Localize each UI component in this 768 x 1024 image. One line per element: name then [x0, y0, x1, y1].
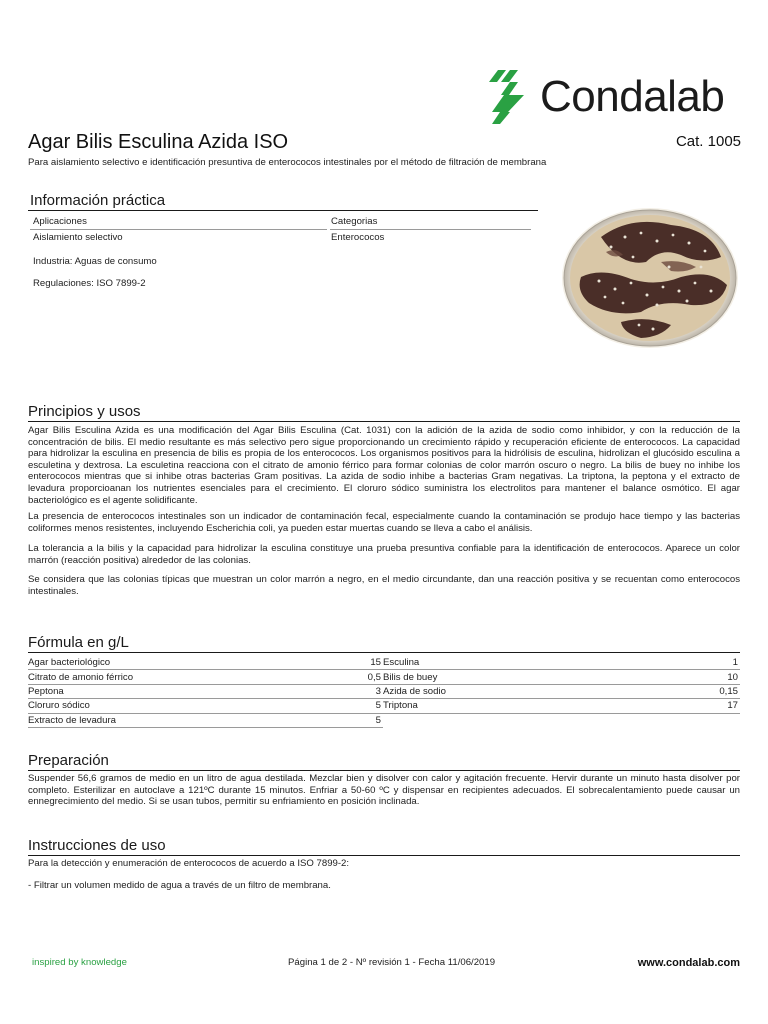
info-col1-header: Aplicaciones [33, 216, 87, 227]
section-rule [28, 770, 740, 771]
info-divider [30, 229, 327, 230]
instructions-line: Para la detección y enumeración de enterococos de acuerdo a ISO 7899-2: [28, 858, 350, 869]
ingredient-value: 17 [654, 699, 740, 713]
formula-table-right [383, 656, 740, 714]
footer-website-link[interactable]: www.condalab.com [637, 957, 740, 969]
table-row [28, 670, 383, 684]
info-col1-value: Aislamiento selectivo [33, 232, 123, 243]
formula-table-left [28, 656, 383, 728]
ingredient-value: 10 [654, 670, 740, 684]
ingredient-name: Triptona [383, 699, 654, 713]
ingredient-value: 3 [338, 684, 383, 698]
table-row [28, 656, 383, 670]
condalab-mark-icon [488, 68, 528, 126]
footer-tagline: inspired by knowledge [32, 957, 127, 968]
ingredient-name: Esculina [383, 656, 654, 670]
section-title-instructions: Instrucciones de uso [28, 837, 166, 854]
table-row [383, 684, 740, 698]
petri-dish-illustration [561, 207, 739, 349]
info-divider [330, 229, 531, 230]
brand-logo [488, 68, 724, 126]
ingredient-value: 5 [338, 699, 383, 713]
table-row [383, 670, 740, 684]
section-title-info: Información práctica [30, 192, 166, 209]
page-subtitle: Para aislamiento selectivo e identificación presuntiva de enterococos intestinales por el método de filtración de membrana [28, 157, 547, 168]
info-regulations: Regulaciones: ISO 7899-2 [33, 278, 146, 289]
table-row [28, 713, 383, 727]
section-rule [28, 210, 538, 211]
section-rule [28, 652, 740, 653]
ingredient-value: 0,15 [654, 684, 740, 698]
ingredient-value: 1 [654, 656, 740, 670]
ingredient-value: 5 [338, 713, 383, 727]
ingredient-name: Cloruro sódico [28, 699, 338, 713]
brand-name: Condalab [540, 72, 725, 121]
ingredient-name: Azida de sodio [383, 684, 654, 698]
principles-paragraph: Se considera que las colonias típicas que muestran un color marrón a negro, en el medio circundante, dan una reacción positiva y se recuentan como enterococos intestinales. [28, 574, 740, 597]
info-col2-value: Enterococos [331, 232, 385, 243]
ingredient-value: 15 [338, 656, 383, 670]
table-row [383, 656, 740, 670]
section-rule [28, 855, 740, 856]
table-row [28, 684, 383, 698]
principles-paragraph: Agar Bilis Esculina Azida es una modificación del Agar Bilis Esculina (Cat. 1031) con la adición de la azida de sodio como inhibidor, y con la reducción de la concentración de bilis. El medio resultante es más selectivo pero sigue proporcionando un crecimiento rápido y recuperación eficiente de enterococos. La capacidad para hidrolizar la esculina en presencia de bilis es propia de los enterococos. Los organismos positivos para la hidrólisis de esculina, hidrolizan el glucósido esculina a esculetina y dextrosa. La esculetina reacciona con el citrato de amonio férrico para formar colonias de color marrón oscuro o negro. La bilis de buey no inhibe los enterococos mientras que si inhibe otras bacterias Gram positivas. La azida de sodio inhibe a bacterias Gram negativas. La triptona, la peptona y el extracto de levadura proporcioanan los nutrientes esenciales para el crecimiento. El cloruro sódico suministra los electrolitos para mantener el balance osmótico. El agar bacteriológico es el agente solidificante. [28, 425, 740, 506]
section-title-formula: Fórmula en g/L [28, 634, 129, 651]
ingredient-name: Peptona [28, 684, 338, 698]
page-title: Agar Bilis Esculina Azida ISO [28, 131, 289, 153]
table-row [28, 699, 383, 713]
ingredient-value: 0,5 [338, 670, 383, 684]
preparation-text: Suspender 56,6 gramos de medio en un litro de agua destilada. Mezclar bien y disolver con calor y agitación frecuente. Hervir durante un minuto hasta disolver por completo. Esterilizar en autoclave a 121ºC durante 15 minutos. Enfriar a 50-60 ºC y dispensar en recipientes adecuados. El sobrecalentamiento puede causar un ennegrecimiento del medio. Si se usan tubos, permitir su enfriamiento en posición inclinada. [28, 773, 740, 808]
ingredient-name: Agar bacteriológico [28, 656, 338, 670]
catalog-number: Cat. 1005 [675, 133, 741, 150]
info-industry: Industria: Aguas de consumo [33, 256, 157, 267]
section-title-principles: Principios y usos [28, 403, 141, 420]
section-rule [28, 421, 740, 422]
ingredient-name: Bilis de buey [383, 670, 654, 684]
principles-paragraph: La presencia de enterococos intestinales son un indicador de contaminación fecal, especialmente cuando la contaminación se produjo hace tiempo y las bacterias coliformes menos resistentes, incluyendo Escherichia coli, ya pueden estar muertas cuando se lleva a cabo el análisis. [28, 511, 740, 534]
table-row [383, 699, 740, 713]
principles-paragraph: La tolerancia a la bilis y la capacidad para hidrolizar la esculina constituye una prueba presuntiva confiable para la identificación de enterococos. Aparece un color marrón (reacción positiva) alrededor de las colonias. [28, 543, 740, 566]
petri-dish-image [561, 207, 739, 349]
footer-page-info: Página 1 de 2 - Nº revisión 1 - Fecha 11/06/2019 [288, 957, 496, 968]
instructions-line: - Filtrar un volumen medido de agua a través de un filtro de membrana. [28, 880, 331, 891]
section-title-preparation: Preparación [28, 752, 109, 769]
info-col2-header: Categorias [331, 216, 378, 227]
ingredient-name: Citrato de amonio férrico [28, 670, 338, 684]
ingredient-name: Extracto de levadura [28, 713, 338, 727]
